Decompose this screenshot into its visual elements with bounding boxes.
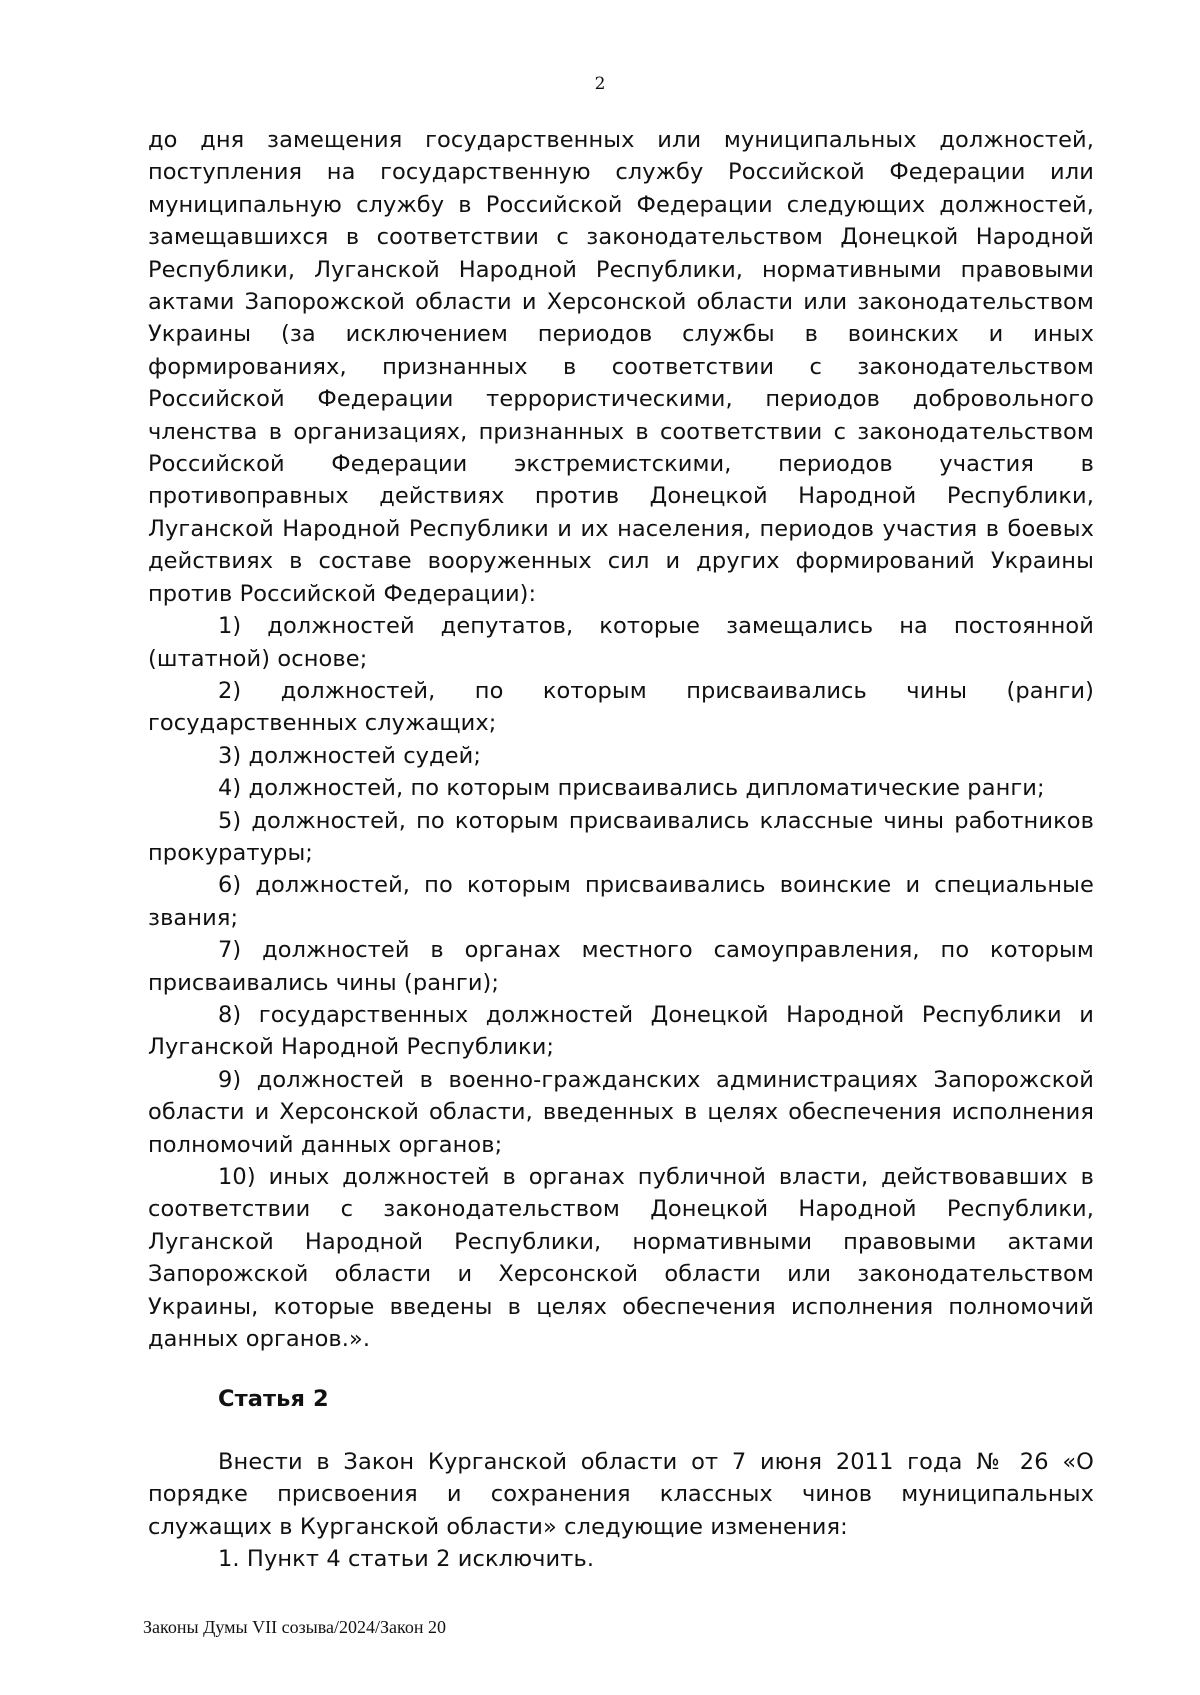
article-item-1: 1. Пункт 4 статьи 2 исключить.: [218, 1546, 595, 1573]
article-text: Внести в Закон Курганской области от 7 июня 2011 года № 26 «О порядке присвоения и сохранения классных чинов муниципальных служащих в Курганской области» следующие изменения:: [148, 1448, 1094, 1540]
list-item-6: 6) должностей, по которым присваивались воинские и специальные звания;: [148, 872, 1094, 931]
document-body: [148, 124, 1094, 1575]
intro-paragraph: до дня замещения государственных или муниципальных должностей, поступления на государственную службу Российской Федерации или муниципальную службу в Российской Федерации следующих должностей, замещавшихся в соответствии с законодательством Донецкой Народной Республики, Луганской Народной Республики, нормативными правовыми актами Запорожской области и Херсонской области или законодательством Украины (за исключением периодов службы в воинских и иных формированиях, признанных в соответствии с законодательством Российской Федерации террористическими, периодов добровольного членства в организациях, признанных в соответствии с законодательством Российской Федерации экстремистскими, периодов участия в противоправных действиях против Донецкой Народной Республики, Луганской Народной Республики и их населения, периодов участия в боевых действиях в составе вооруженных сил и других формирований Украины против Российской Федерации):: [148, 127, 1094, 607]
list-item-7: 7) должностей в органах местного самоуправления, по которым присваивались чины (ранги);: [148, 937, 1094, 996]
list-item-5: 5) должностей, по которым присваивались классные чины работников прокуратуры;: [148, 807, 1094, 866]
list-item-9: 9) должностей в военно-гражданских администрациях Запорожской области и Херсонской области, введенных в целях обеспечения исполнения полномочий данных органов;: [148, 1066, 1094, 1158]
list-item-3: 3) должностей судей;: [218, 742, 482, 769]
list-item-8: 8) государственных должностей Донецкой Народной Республики и Луганской Народной Республики;: [148, 1001, 1094, 1061]
list-item-4: 4) должностей, по которым присваивались дипломатические ранги;: [218, 775, 1045, 802]
page-number: 2: [594, 74, 606, 94]
article-heading: Статья 2: [218, 1386, 329, 1413]
document-footer: Законы Думы VII созыва/2024/Закон 20: [143, 1617, 446, 1637]
list-item-1: 1) должностей депутатов, которые замещались на постоянной (штатной) основе;: [148, 613, 1094, 672]
list-item-2: 2) должностей, по которым присваивались чины (ранги) государственных служащих;: [148, 677, 1094, 737]
list-item-10: 10) иных должностей в органах публичной власти, действовавших в соответствии с законодательством Донецкой Народной Республики, Луганской Народной Республики, нормативными правовыми актами Запорожской области и Херсонской области или законодательством Украины, которые введены в целях обеспечения исполнения полномочий данных органов.».: [148, 1164, 1094, 1353]
